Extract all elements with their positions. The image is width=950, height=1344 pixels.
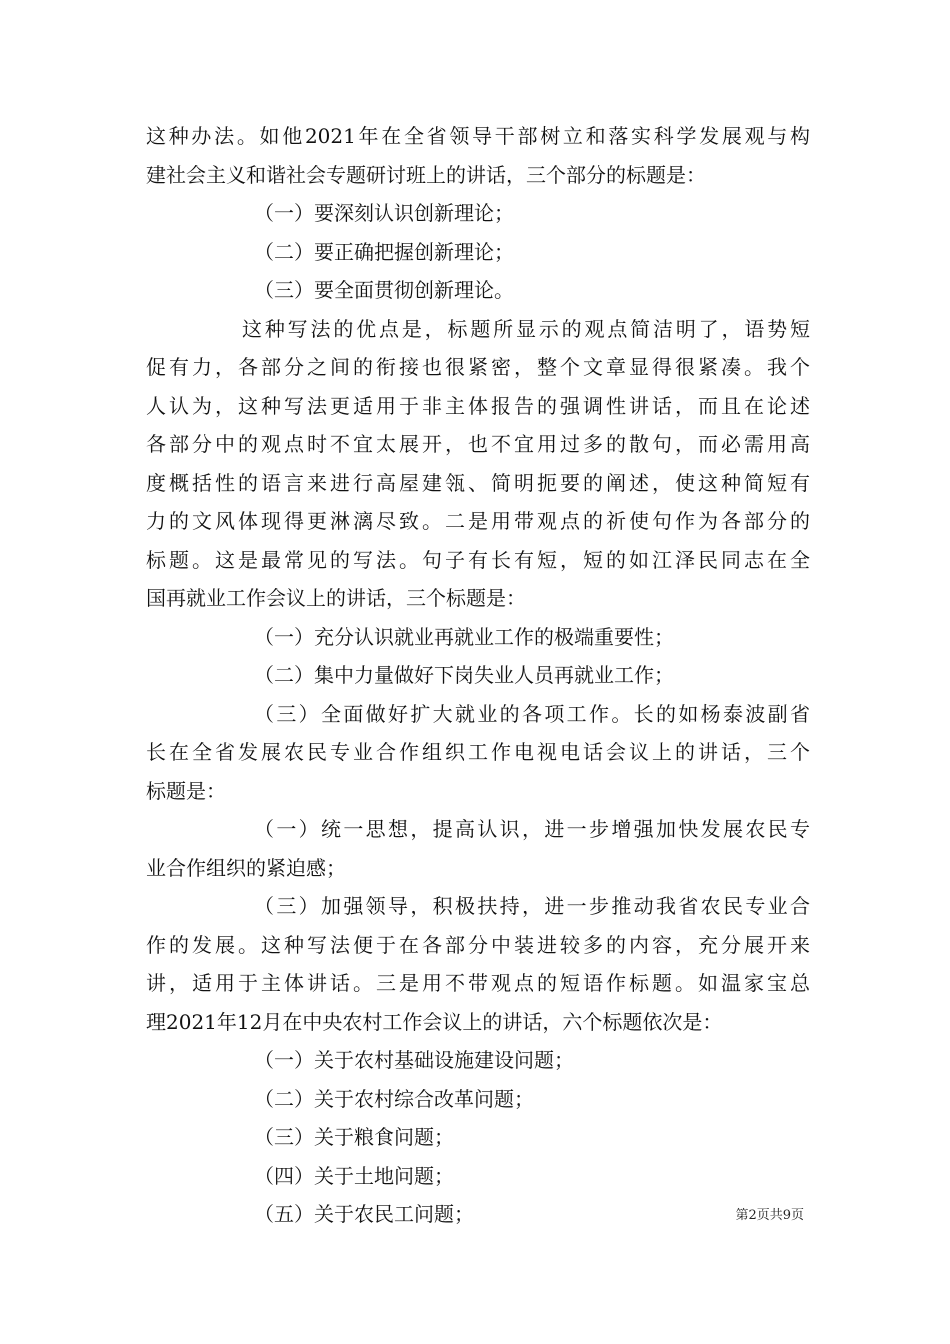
text-line: 促有力，各部分之间的衔接也很紧密，整个文章显得很紧凑。我个 [146, 355, 810, 379]
text-line: （一）关于农村基础设施建设问题； [254, 1048, 574, 1072]
text-line: 作的发展。这种写法便于在各部分中装进较多的内容，充分展开来 [146, 932, 810, 957]
text-line: 国再就业工作会议上的讲话，三个标题是： [146, 586, 526, 610]
text-line: （一）统一思想，提高认识，进一步增强加快发展农民专 [254, 817, 810, 841]
text-line: （一）要深刻认识创新理论； [254, 201, 514, 225]
text-line: （二）集中力量做好下岗失业人员再就业工作； [254, 663, 674, 687]
text-line: （三）要全面贯彻创新理论。 [254, 278, 514, 302]
text-line: （一）充分认识就业再就业工作的极端重要性； [254, 624, 674, 649]
text-line: 度概括性的语言来进行高屋建瓴、简明扼要的阐述，使这种简短有 [146, 470, 810, 495]
document-body [146, 117, 810, 1234]
text-line: 力的文风体现得更淋漓尽致。二是用带观点的祈使句作为各部分的 [146, 509, 810, 533]
text-line: 各部分中的观点时不宜太展开，也不宜用过多的散句，而必需用高 [146, 432, 810, 456]
text-line: 这种写法的优点是，标题所显示的观点简洁明了，语势短 [242, 316, 810, 341]
text-line: 业合作组织的紧迫感； [146, 855, 346, 880]
page-number-footer: 第2页共9页 [735, 1208, 804, 1223]
text-line: 长在全省发展农民专业合作组织工作电视电话会议上的讲话，三个 [146, 740, 810, 764]
text-line: （三）加强领导，积极扶持，进一步推动我省农民专业合 [254, 894, 810, 918]
text-line: （三）关于粮食问题； [254, 1125, 454, 1149]
text-line: （四）关于土地问题； [254, 1163, 454, 1188]
text-line: 标题是： [146, 778, 226, 803]
text-line: 这种办法。如他2021年在全省领导干部树立和落实科学发展观与构 [146, 124, 810, 148]
text-line: 人认为，这种写法更适用于非主体报告的强调性讲话，而且在论述 [146, 393, 810, 418]
text-line: 标题。这是最常见的写法。句子有长有短，短的如江泽民同志在全 [146, 547, 810, 572]
text-line: （二）要正确把握创新理论； [254, 239, 514, 264]
text-line: （三）全面做好扩大就业的各项工作。长的如杨泰波副省 [254, 701, 810, 726]
text-line: 理2021年12月在中央农村工作会议上的讲话，六个标题依次是： [146, 1009, 723, 1034]
text-line: 讲，适用于主体讲话。三是用不带观点的短语作标题。如温家宝总 [146, 971, 810, 995]
text-line: （二）关于农村综合改革问题； [254, 1086, 534, 1111]
text-line: （五）关于农民工问题； [254, 1202, 474, 1226]
text-line: 建社会主义和谐社会专题研讨班上的讲话，三个部分的标题是： [146, 162, 706, 187]
